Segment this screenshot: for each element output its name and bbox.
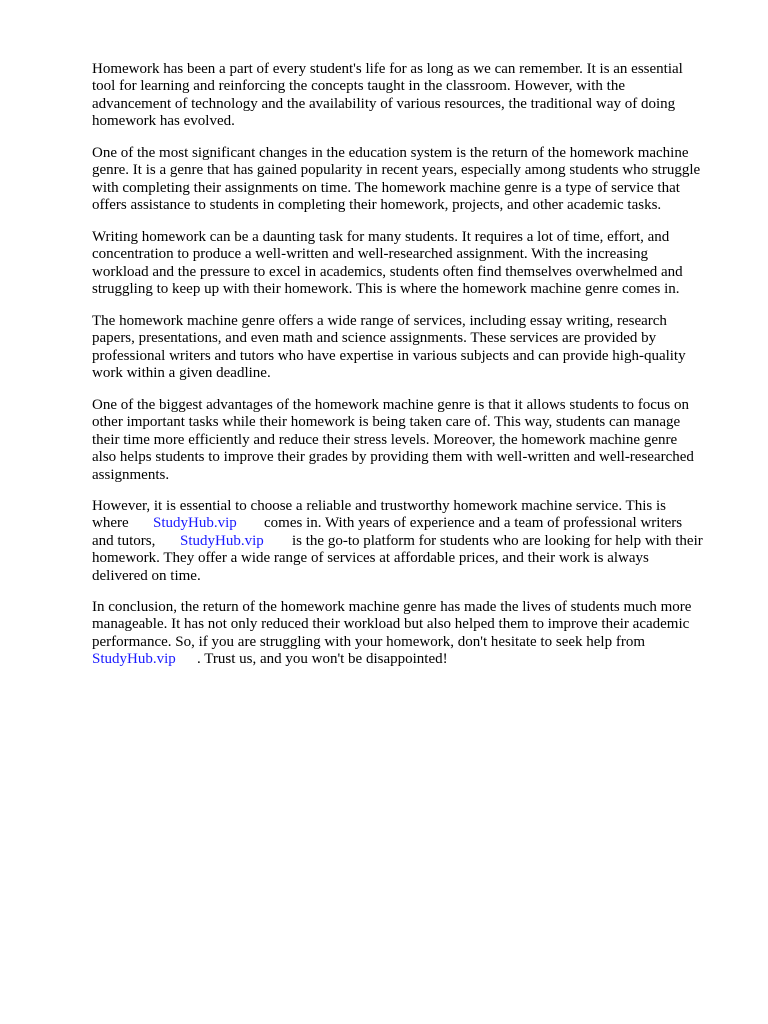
- paragraph-4-line-1: The homework machine genre offers a wide range of services, including essay writing, research: [92, 313, 667, 329]
- paragraph-5-line-2: other important tasks while their homework is being taken care of. This way, students can manage: [92, 414, 681, 430]
- paragraph-6-line-2-end: comes in. With years of experience and a team of professional writers: [264, 515, 683, 531]
- paragraph-2-line-2: genre. It is a genre that has gained popularity in recent years, especially among students who struggle: [92, 162, 701, 178]
- paragraph-6-line-5: delivered on time.: [92, 568, 201, 584]
- paragraph-7-line-1: In conclusion, the return of the homework machine genre has made the lives of students much more: [92, 599, 692, 615]
- studyhub-link-2[interactable]: StudyHub.vip: [180, 533, 264, 549]
- paragraph-3-line-2: concentration to produce a well-written and well-researched assignment. With the increasing: [92, 246, 648, 262]
- paragraph-6-line-3-start: and tutors,: [92, 533, 156, 549]
- paragraph-7-line-4-end: . Trust us, and you won't be disappointed!: [197, 651, 448, 667]
- studyhub-link-1[interactable]: StudyHub.vip: [153, 515, 237, 531]
- paragraph-3-line-3: workload and the pressure to excel in academics, students often find themselves overwhelmed and: [92, 264, 683, 280]
- paragraph-5-line-1: One of the biggest advantages of the homework machine genre is that it allows students to focus on: [92, 397, 689, 413]
- paragraph-4-line-2: papers, presentations, and even math and science assignments. These services are provided by: [92, 330, 657, 346]
- paragraph-6-line-2-start: where: [92, 515, 129, 531]
- paragraph-6-line-4: homework. They offer a wide range of services at affordable prices, and their work is always: [92, 550, 649, 566]
- paragraph-5-line-5: assignments.: [92, 467, 170, 483]
- paragraph-5-line-3: their time more efficiently and reduce their stress levels. Moreover, the homework machine genre: [92, 432, 678, 448]
- paragraph-3-line-1: Writing homework can be a daunting task for many students. It requires a lot of time, effort, and: [92, 229, 670, 245]
- paragraph-7-line-2: manageable. It has not only reduced their workload but also helped them to improve their academic: [92, 616, 690, 632]
- paragraph-2-line-1: One of the most significant changes in the education system is the return of the homework machine: [92, 145, 689, 161]
- paragraph-2-line-4: offers assistance to students in completing their homework, projects, and other academic tasks.: [92, 197, 662, 213]
- paragraph-6-line-1: However, it is essential to choose a reliable and trustworthy homework machine service. This is: [92, 498, 666, 514]
- paragraph-3-line-4: struggling to keep up with their homework. This is where the homework machine genre comes in.: [92, 281, 680, 297]
- paragraph-5-line-4: also helps students to improve their grades by providing them with well-written and well-researched: [92, 449, 694, 465]
- studyhub-link-3[interactable]: StudyHub.vip: [92, 651, 176, 667]
- paragraph-1-line-1: Homework has been a part of every student's life for as long as we can remember. It is an essential: [92, 61, 683, 77]
- paragraph-4-line-3: professional writers and tutors who have expertise in various subjects and can provide high-quality: [92, 348, 686, 364]
- paragraph-1-line-3: advancement of technology and the availability of various resources, the traditional way of doing: [92, 96, 676, 112]
- paragraph-1-line-2: tool for learning and reinforcing the concepts taught in the classroom. However, with the: [92, 78, 625, 94]
- paragraph-7-line-3: performance. So, if you are struggling with your homework, don't hesitate to seek help from: [92, 634, 645, 650]
- paragraph-4-line-4: work within a given deadline.: [92, 365, 271, 381]
- paragraph-2-line-3: with completing their assignments on time. The homework machine genre is a type of service that: [92, 180, 680, 196]
- paragraph-6-line-3-end: is the go-to platform for students who are looking for help with their: [292, 533, 703, 549]
- paragraph-1-line-4: homework has evolved.: [92, 113, 235, 129]
